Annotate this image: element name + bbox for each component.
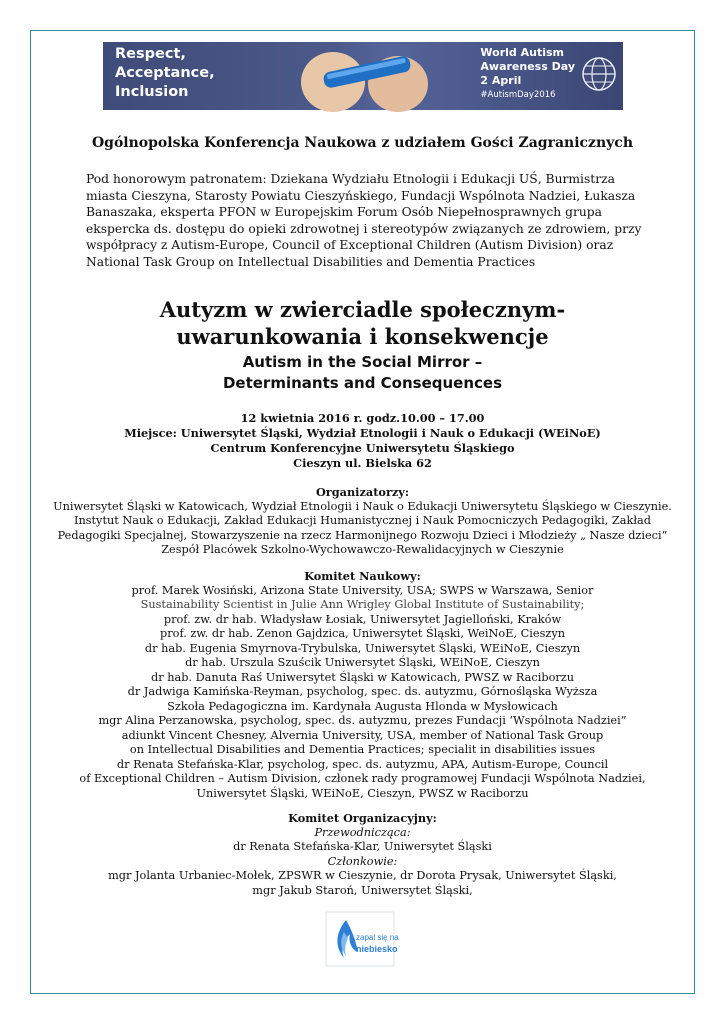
- scientific-committee-heading: Komitet Naukowy:: [304, 569, 421, 583]
- committee-member-line: prof. zw. dr hab. Zenon Gajdzica, Uniwersytet Śląski, WeiNoE, Cieszyn: [160, 627, 565, 640]
- conference-title: Ogólnopolska Konferencja Naukowa z udziałem Gości Zagranicznych: [91, 135, 634, 151]
- hands-holding-baton-image: [293, 42, 433, 110]
- committee-member-line: prof. zw. dr hab. Władysław Łosiak, Uniwersytet Jagielloński, Kraków: [163, 612, 562, 626]
- banner-event-line: 2 April: [480, 74, 522, 87]
- organizing-committee-section: [0, 811, 725, 898]
- organizers-heading: Organizatorzy:: [315, 485, 410, 499]
- committee-member-line: prof. Marek Wosiński, Arizona State University, USA; SWPS w Warszawa, Senior: [131, 583, 594, 597]
- banner-slogan: [115, 45, 215, 102]
- patronage-line: Pod honorowym patronatem: Dziekana Wydziału Etnologii i Edukacji UŚ, Burmistrza: [86, 172, 615, 186]
- event-details: [0, 411, 725, 471]
- main-title-line: uwarunkowania i konsekwencje: [176, 324, 549, 349]
- subtitle-line: Autism in the Social Mirror –: [242, 353, 483, 371]
- banner-event-line: Awareness Day: [480, 60, 575, 73]
- globe-icon: [581, 56, 617, 92]
- committee-member-line: dr Jadwiga Kamińska-Reyman, psycholog, spec. ds. autyzmu, Górnośląska Wyższa: [127, 685, 598, 698]
- main-title-line: Autyzm w zwierciadle społecznym-: [159, 297, 566, 322]
- patronage-line: miasta Cieszyna, Starosty Powiatu Cieszyńskiego, Fundacji Wspólnota Nadziei, Łukasza: [86, 188, 636, 203]
- header-banner: [103, 42, 623, 110]
- committee-member-line: on Intellectual Disabilities and Dementia Practices; specialit in disabilities issues: [129, 743, 596, 756]
- patronage-line: ekspercka ds. dostępu do opieki zdrowotnej i stereotypów związanych ze zdrowiem, przy: [86, 221, 642, 236]
- banner-slogan-line: Inclusion: [115, 84, 189, 100]
- committee-member-line: Szkoła Pedagogiczna im. Kardynała Augusta Hlonda w Mysłowicach: [167, 699, 558, 713]
- logo-text-line: niebiesko: [356, 944, 398, 954]
- committee-member-line: of Exceptional Children – Autism Division, członek rady programowej Fundacji Wspólnota Nadziei,: [79, 772, 646, 785]
- event-venue: Centrum Konferencyjne Uniwersytetu Śląskiego: [210, 441, 515, 455]
- chair-name: dr Renata Stefańska-Klar, Uniwersytet Śląski: [233, 840, 492, 853]
- committee-member-line: dr hab. Urszula Szuścik Uniwersytet Śląski, WEiNoE, Cieszyn: [185, 656, 540, 669]
- banner-event-line: World Autism: [480, 46, 564, 59]
- scientific-committee-section: [0, 569, 725, 801]
- organizers-section: [0, 485, 725, 558]
- event-address: Cieszyn ul. Bielska 62: [293, 456, 432, 470]
- organizers-line: Zespół Placówek Szkolno-Wychowawczo-Rewalidacyjnych w Cieszynie: [161, 543, 564, 556]
- organizing-committee-heading: Komitet Organizacyjny:: [288, 811, 437, 825]
- organizers-line: Instytut Nauk o Edukacji, Zakład Edukacji Humanistycznej i Nauk Pomocniczych Pedagogiki, Zakład: [73, 514, 651, 527]
- members-line: mgr Jolanta Urbaniec-Mołek, ZPSWR w Cieszynie, dr Dorota Prysak, Uniwersytet Śląski,: [108, 869, 617, 882]
- banner-slogan-line: Acceptance,: [115, 65, 215, 81]
- committee-member-line: mgr Alina Perzanowska, psycholog, spec. ds. autyzmu, prezes Fundacji ‘Wspólnota Nadziei”: [98, 714, 627, 727]
- committee-member-line: dr hab. Danuta Raś Uniwersytet Śląski w Katowicach, PWSZ w Raciborzu: [150, 670, 575, 684]
- event-place: Miejsce: Uniwersytet Śląski, Wydział Etnologii i Nauk o Edukacji (WEiNoE): [124, 426, 601, 440]
- committee-member-line: Uniwersytet Śląski, WEiNoE, Cieszyn, PWSZ w Raciborzu: [196, 786, 529, 800]
- chair-label: Przewodnicząca:: [314, 825, 411, 839]
- english-subtitle: [0, 352, 725, 394]
- subtitle-line: Determinants and Consequences: [222, 374, 503, 392]
- zapal-sie-na-niebiesko-logo: [326, 912, 399, 966]
- banner-hashtag: #AutismDay2016: [480, 90, 556, 100]
- committee-member-line: Sustainability Scientist in Julie Ann Wrigley Global Institute of Sustainability;: [140, 598, 585, 611]
- members-label: Członkowie:: [327, 854, 398, 868]
- event-date: 12 kwietnia 2016 r. godz.10.00 – 17.00: [240, 411, 485, 425]
- banner-event-info: [480, 46, 575, 102]
- organizers-line: Pedagogiki Specjalnej, Stowarzyszenie na rzecz Harmonijnego Rozwoju Dzieci i Młodzieży „ Nasze dzieci”: [57, 528, 668, 542]
- members-line: mgr Jakub Staroń, Uniwersytet Śląski,: [252, 883, 473, 897]
- banner-slogan-line: Respect,: [115, 46, 186, 62]
- main-title: [0, 296, 725, 350]
- patronage-line: współpracy z Autism-Europe, Council of Exceptional Children (Autism Division) oraz: [86, 238, 614, 253]
- committee-member-line: dr hab. Eugenia Smyrnova-Trybulska, Uniwersytet Śląski, WEiNoE, Cieszyn: [144, 641, 581, 655]
- organizers-line: Uniwersytet Śląski w Katowicach, Wydział Etnologii i Nauk o Edukacji Uniwersytetu Śląskiego w Cieszynie.: [53, 499, 672, 513]
- committee-member-line: adiunkt Vincent Chesney, Alvernia University, USA, member of National Task Group: [121, 728, 604, 742]
- patronage-paragraph: [86, 171, 646, 271]
- committee-member-line: dr Renata Stefańska-Klar, psycholog, spec. ds. autyzmu, APA, Autism-Europe, Council: [116, 757, 609, 771]
- logo-text-line: zapal się na: [356, 933, 399, 942]
- patronage-line: National Task Group on Intellectual Disabilities and Dementia Practices: [86, 254, 536, 269]
- patronage-line: Banaszaka, eksperta PFON w Europejskim Forum Osób Niepełnosprawnych grupa: [86, 205, 602, 220]
